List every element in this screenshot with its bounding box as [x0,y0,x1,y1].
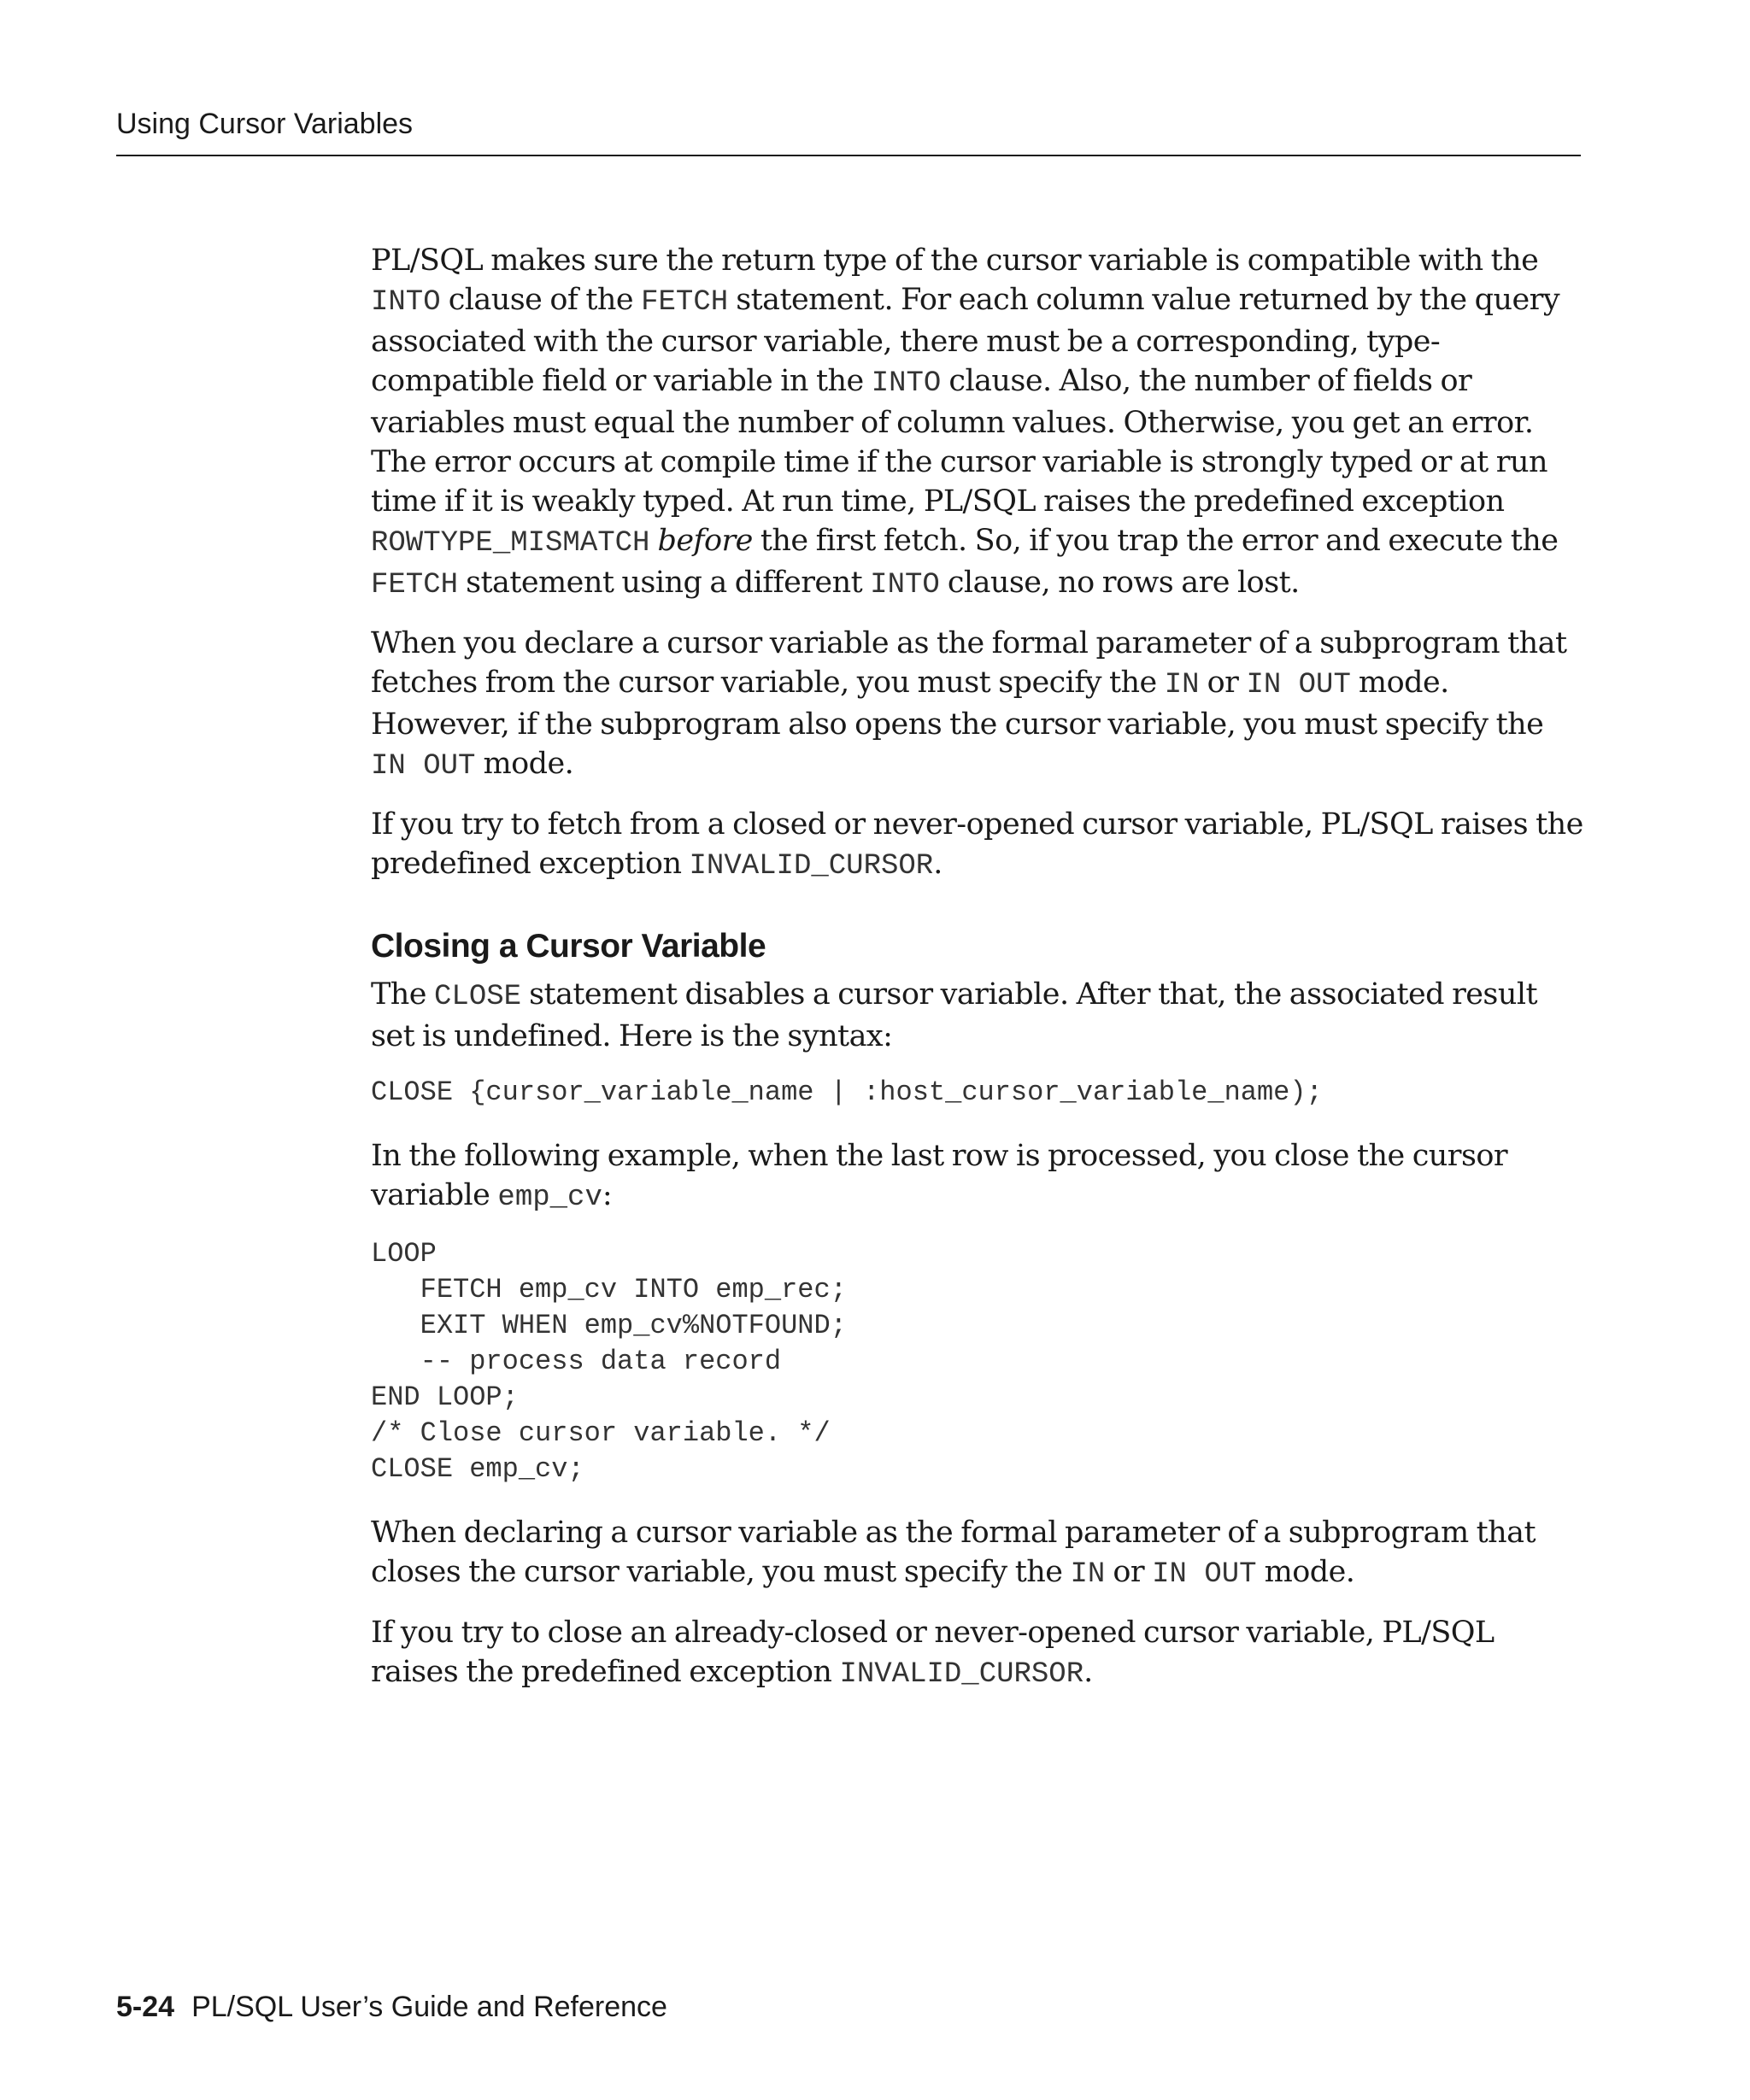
inline-code: INTO [371,286,441,319]
inline-code: CLOSE [434,981,522,1013]
text-run: statement using a different [458,566,871,600]
text-run: : [602,1178,613,1212]
section-heading: Closing a Cursor Variable [371,928,766,965]
text-run: statement disables a cursor variable. After that, the associated result set is undefined. Here is the syntax: [371,977,1537,1053]
header-rule [116,155,1581,156]
inline-code: INVALID_CURSOR [839,1658,1084,1691]
paragraph-invalid-close [371,1613,1584,1694]
text-run: In the following example, when the last row is processed, you close the cursor variable [371,1139,1508,1212]
text-run: When you declare a cursor variable as the formal parameter of a subprogram that fetches from the cursor variable, you must specify the [371,626,1567,700]
paragraph-declaring-close [371,1513,1584,1594]
text-run: mode. [475,747,574,781]
inline-code: FETCH [641,286,729,319]
page-footer [116,1991,667,2024]
book-title: PL/SQL User’s Guide and Reference [191,1991,667,2023]
running-header: Using Cursor Variables [116,108,414,140]
code-block-example: LOOP FETCH emp_cv INTO emp_rec; EXIT WHEN emp_cv%NOTFOUND; -- process data record END LOOP; /* Close cursor variable. */ CLOSE emp_cv; [371,1238,847,1485]
inline-code: INVALID_CURSOR [689,850,934,883]
inline-code: IN OUT [371,750,476,783]
code-block-syntax: CLOSE {cursor_variable_name | :host_cursor_variable_name); [371,1076,1323,1108]
inline-code: ROWTYPE_MISMATCH [371,527,650,560]
text-run: . [933,847,943,881]
text-run: or [1105,1555,1153,1589]
text-run: . [1083,1655,1093,1689]
inline-code: emp_cv [497,1182,602,1214]
text-run: PL/SQL makes sure the return type of the cursor variable is compatible with the [371,243,1539,278]
inline-code: IN [1164,669,1200,701]
text-run: clause, no rows are lost. [939,566,1300,600]
paragraph-example-intro [371,1136,1584,1217]
inline-code: INTO [870,569,940,601]
inline-code: IN OUT [1246,669,1351,701]
inline-code: FETCH [371,569,459,601]
page-number: 5-24 [116,1991,175,2023]
text-run: mode. However, if the subprogram also opens the cursor variable, you must specify the [371,666,1544,742]
text-run: If you try to close an already-closed or never-opened cursor variable, PL/SQL raises the predefined exception [371,1616,1495,1689]
page-content [371,241,1584,1713]
paragraph-invalid-fetch [371,805,1584,886]
emphasis-text: before [657,524,753,558]
paragraph-return-type [371,241,1584,605]
text-run: If you try to fetch from a closed or never-opened cursor variable, PL/SQL raises the predefined exception [371,807,1583,881]
text-run: the first fetch. So, if you trap the error and execute the [752,524,1559,558]
text-run: or [1199,666,1247,700]
text-run: clause. Also, the number of fields or variables must equal the number of column values. Otherwise, you get an error. The error occurs at compile time if the cursor variable is strongly typed or at run time if it is weakly typed. At run time, PL/SQL raises the predefined exception [371,364,1547,519]
text-run: mode. [1256,1555,1355,1589]
text-run: When declaring a cursor variable as the formal parameter of a subprogram that closes the cursor variable, you must specify the [371,1516,1536,1589]
text-run: statement. For each column value returned by the query associated with the cursor variable, there must be a corresponding, type-compatible field or variable in the [371,283,1560,398]
inline-code: INTO [871,367,942,400]
text-run: The [371,977,435,1012]
paragraph-close-statement [371,975,1584,1056]
inline-code: IN [1070,1558,1106,1591]
inline-code: IN OUT [1152,1558,1257,1591]
text-run: clause of the [440,283,642,317]
paragraph-formal-parameter [371,624,1584,786]
